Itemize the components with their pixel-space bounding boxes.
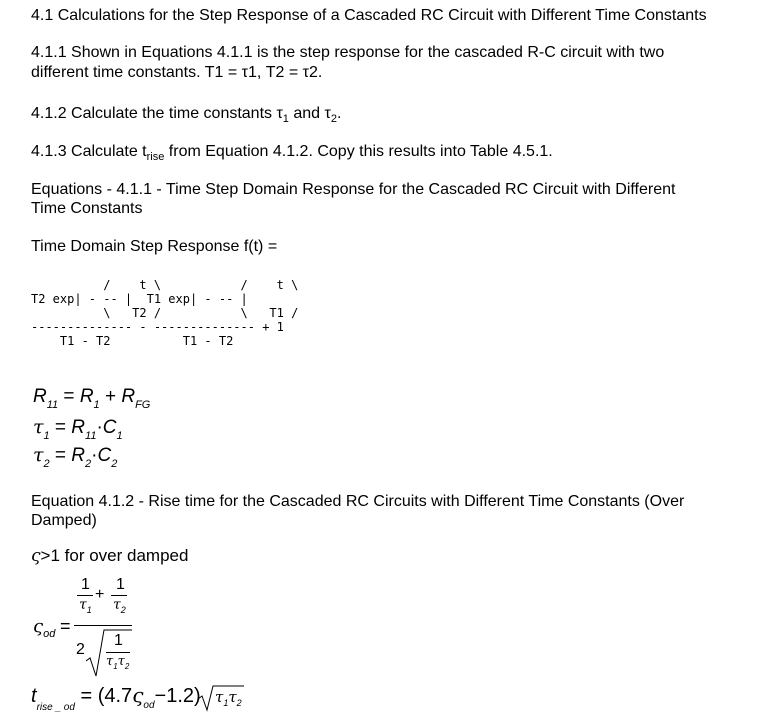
zeta-od-lhs: $\varsigma_{od}$ [33, 616, 56, 640]
tau2-c: C [97, 445, 112, 466]
p413-sub: rise [146, 151, 165, 163]
r11-rhs1-sub: 1 [93, 399, 100, 411]
eq412-title-line2: Damped) [31, 512, 97, 529]
tau2-lhs-sub: 2 [43, 458, 50, 470]
paragraph-4-1-1-line2: different time constants. T1 = τ1, T2 = τ2. [31, 64, 323, 81]
num-tau1-sub: 1 [86, 605, 92, 615]
p412-and: and τ [288, 105, 331, 122]
zeta-od-sub: od [43, 628, 56, 640]
den-two: 2 [76, 641, 85, 658]
den-inner-one: 1 [114, 632, 123, 649]
den-tau1tau2: $\tau_1\tau_2$ [106, 654, 130, 671]
p412-end: . [336, 105, 342, 122]
num-one-a: 1 [81, 576, 90, 593]
trise-coef1: (4.7 [97, 685, 133, 707]
p413-text: 4.1.3 Calculate t [31, 143, 147, 160]
r11-lhs: R [33, 386, 47, 407]
p412-sub1: 1 [282, 113, 289, 125]
trise-coef2: −1.2) [154, 685, 201, 707]
tau1-c: C [102, 417, 117, 438]
trise-coef-sub: od [143, 700, 155, 711]
paragraph-4-1-2 [31, 104, 341, 125]
tau1-equation: $\tau_1 = R_{11}\cdot C_1$ [33, 416, 123, 442]
zeta-symbol: ς [31, 546, 41, 566]
eq411-title-line1: Equations - 4.1.1 - Time Step Domain Response for the Cascaded RC Circuit with Different [31, 181, 676, 198]
zeta-equals: = [60, 616, 71, 636]
r11-rhs2-sub: FG [135, 399, 151, 411]
eq412-title-line1: Equation 4.1.2 - Rise time for the Cascaded RC Circuits with Different Time Constants (Over [31, 493, 685, 510]
tau1-r: R [71, 417, 86, 438]
p413-suffix: from Equation 4.1.2. Copy this results into Table 4.5.1. [164, 143, 553, 160]
eq411-title-line2: Time Constants [31, 200, 143, 217]
r11-lhs-sub: 11 [46, 399, 59, 411]
num-tau2: $\tau_2$ [113, 597, 126, 615]
p412-text: 4.1.2 Calculate the time constants τ [31, 105, 283, 122]
tau1-c-sub: 1 [116, 430, 123, 442]
trise-sub: rise _ od [36, 702, 75, 713]
trise-tau1tau2: $\tau_1\tau_2$ [215, 688, 242, 708]
r11-rhs1: R [79, 386, 94, 407]
tau2-equation: $\tau_2 = R_2\cdot C_2$ [33, 444, 118, 470]
num-tau2-sub: 2 [120, 605, 126, 615]
overdamped-condition [31, 546, 188, 566]
num-plus: + [95, 586, 105, 603]
condition-text: >1 for over damped [40, 546, 189, 565]
paragraph-4-1-1-line1: 4.1.1 Shown in Equations 4.1.1 is the step response for the cascaded R-C circuit with two [31, 44, 665, 61]
main-frac-bar [74, 625, 132, 626]
num-tau1: $\tau_1$ [79, 597, 92, 615]
ascii-step-response-formula: / t \ / t \ T2 exp| - -- | T1 exp| - -- | \ T2 / \ T1 / -------------- - -------------- + 1 T1 - T2 T1 - T2 [31, 278, 299, 348]
r11-equation: $R_{11} = R_1 + R_{FG}$ [33, 386, 151, 411]
trise-formula: $t_{rise \_ od} = (4.7\varsigma_{od}-1.2)$ [31, 683, 201, 713]
tau2-r: R [71, 445, 86, 466]
r11-rhs2: R [121, 386, 136, 407]
time-domain-label: Time Domain Step Response f(t) = [31, 238, 278, 255]
tau2-c-sub: 2 [111, 458, 118, 470]
num-one-b: 1 [116, 576, 125, 593]
p412-sub2: 2 [330, 113, 337, 125]
paragraph-4-1-3 [31, 142, 553, 163]
section-heading: 4.1 Calculations for the Step Response of a Cascaded RC Circuit with Different Time Constants [31, 7, 707, 24]
tau1-lhs-sub: 1 [43, 430, 50, 442]
tau1-r-sub: 11 [85, 430, 97, 442]
tau2-r-sub: 2 [85, 458, 92, 470]
